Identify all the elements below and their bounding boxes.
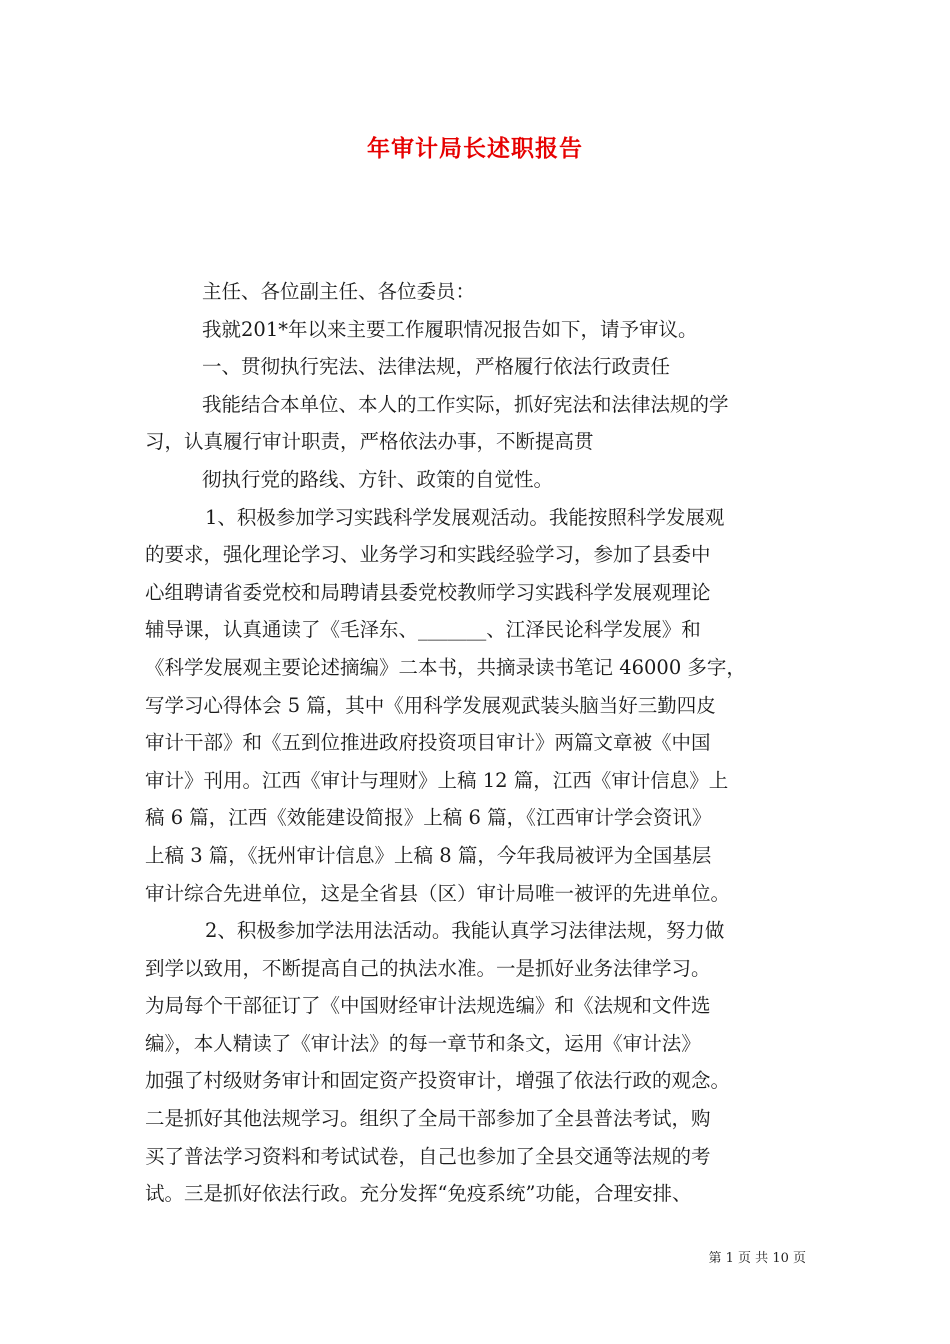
body-line: 写学习心得体会 5 篇，其中《用科学发展观武装头脑当好三勤四皮	[145, 693, 716, 717]
body-line: 审计》刊用。江西《审计与理财》上稿 12 篇，江西《审计信息》上	[145, 768, 729, 792]
body-line: 1、积极参加学习实践科学发展观活动。我能按照科学发展观	[205, 505, 725, 529]
document-body	[145, 273, 809, 1213]
body-line: 买了普法学习资料和考试试卷，自己也参加了全县交通等法规的考	[145, 1144, 711, 1168]
body-line: 的要求，强化理论学习、业务学习和实践经验学习，参加了县委中	[145, 543, 711, 567]
document-title: 年审计局长述职报告	[367, 135, 583, 162]
body-line: 审计干部》和《五到位推进政府投资项目审计》两篇文章被《中国	[145, 731, 711, 755]
body-line: 稿 6 篇，江西《效能建设简报》上稿 6 篇，《江西审计学会资讯》	[145, 806, 712, 830]
body-line: 上稿 3 篇，《抚州审计信息》上稿 8 篇，今年我局被评为全国基层	[145, 843, 712, 867]
body-line: 彻执行党的路线、方针、政策的自觉性。	[202, 467, 554, 491]
body-line: 加强了村级财务审计和固定资产投资审计，增强了依法行政的观念。	[145, 1069, 731, 1093]
body-line: 编》，本人精读了《审计法》的每一章节和条文，运用《审计法》	[145, 1031, 701, 1055]
body-line: 一、贯彻执行宪法、法律法规，严格履行依法行政责任	[202, 355, 671, 379]
body-line: 主任、各位副主任、各位委员：	[202, 280, 476, 303]
body-line: 辅导课，认真通读了《毛泽东、_______、江泽民论科学发展》和	[145, 618, 701, 642]
body-line: 到学以致用，不断提高自己的执法水准。一是抓好业务法律学习。	[145, 956, 711, 980]
body-line: 习，认真履行审计职责，严格依法办事，不断提高贯	[145, 430, 594, 454]
body-line: 为局每个干部征订了《中国财经审计法规选编》和《法规和文件选	[145, 994, 711, 1018]
body-line: 我就201*年以来主要工作履职情况报告如下，请予审议。	[202, 317, 698, 341]
body-line: 审计综合先进单位，这是全省县（区）审计局唯一被评的先进单位。	[145, 881, 731, 905]
body-line: 试。三是抓好依法行政。充分发挥“免疫系统”功能，合理安排、	[145, 1182, 692, 1206]
body-line: 二是抓好其他法规学习。组织了全局干部参加了全县普法考试，购	[145, 1107, 711, 1131]
body-line: 《科学发展观主要论述摘编》二本书，共摘录读书笔记 46000 多字，	[145, 655, 746, 679]
body-line: 2、积极参加学法用法活动。我能认真学习法律法规，努力做	[205, 919, 725, 943]
body-line: 我能结合本单位、本人的工作实际，抓好宪法和法律法规的学	[202, 392, 729, 416]
body-line: 心组聘请省委党校和局聘请县委党校教师学习实践科学发展观理论	[145, 580, 711, 604]
page-number: 第 1 页 共 10 页	[708, 1251, 806, 1266]
